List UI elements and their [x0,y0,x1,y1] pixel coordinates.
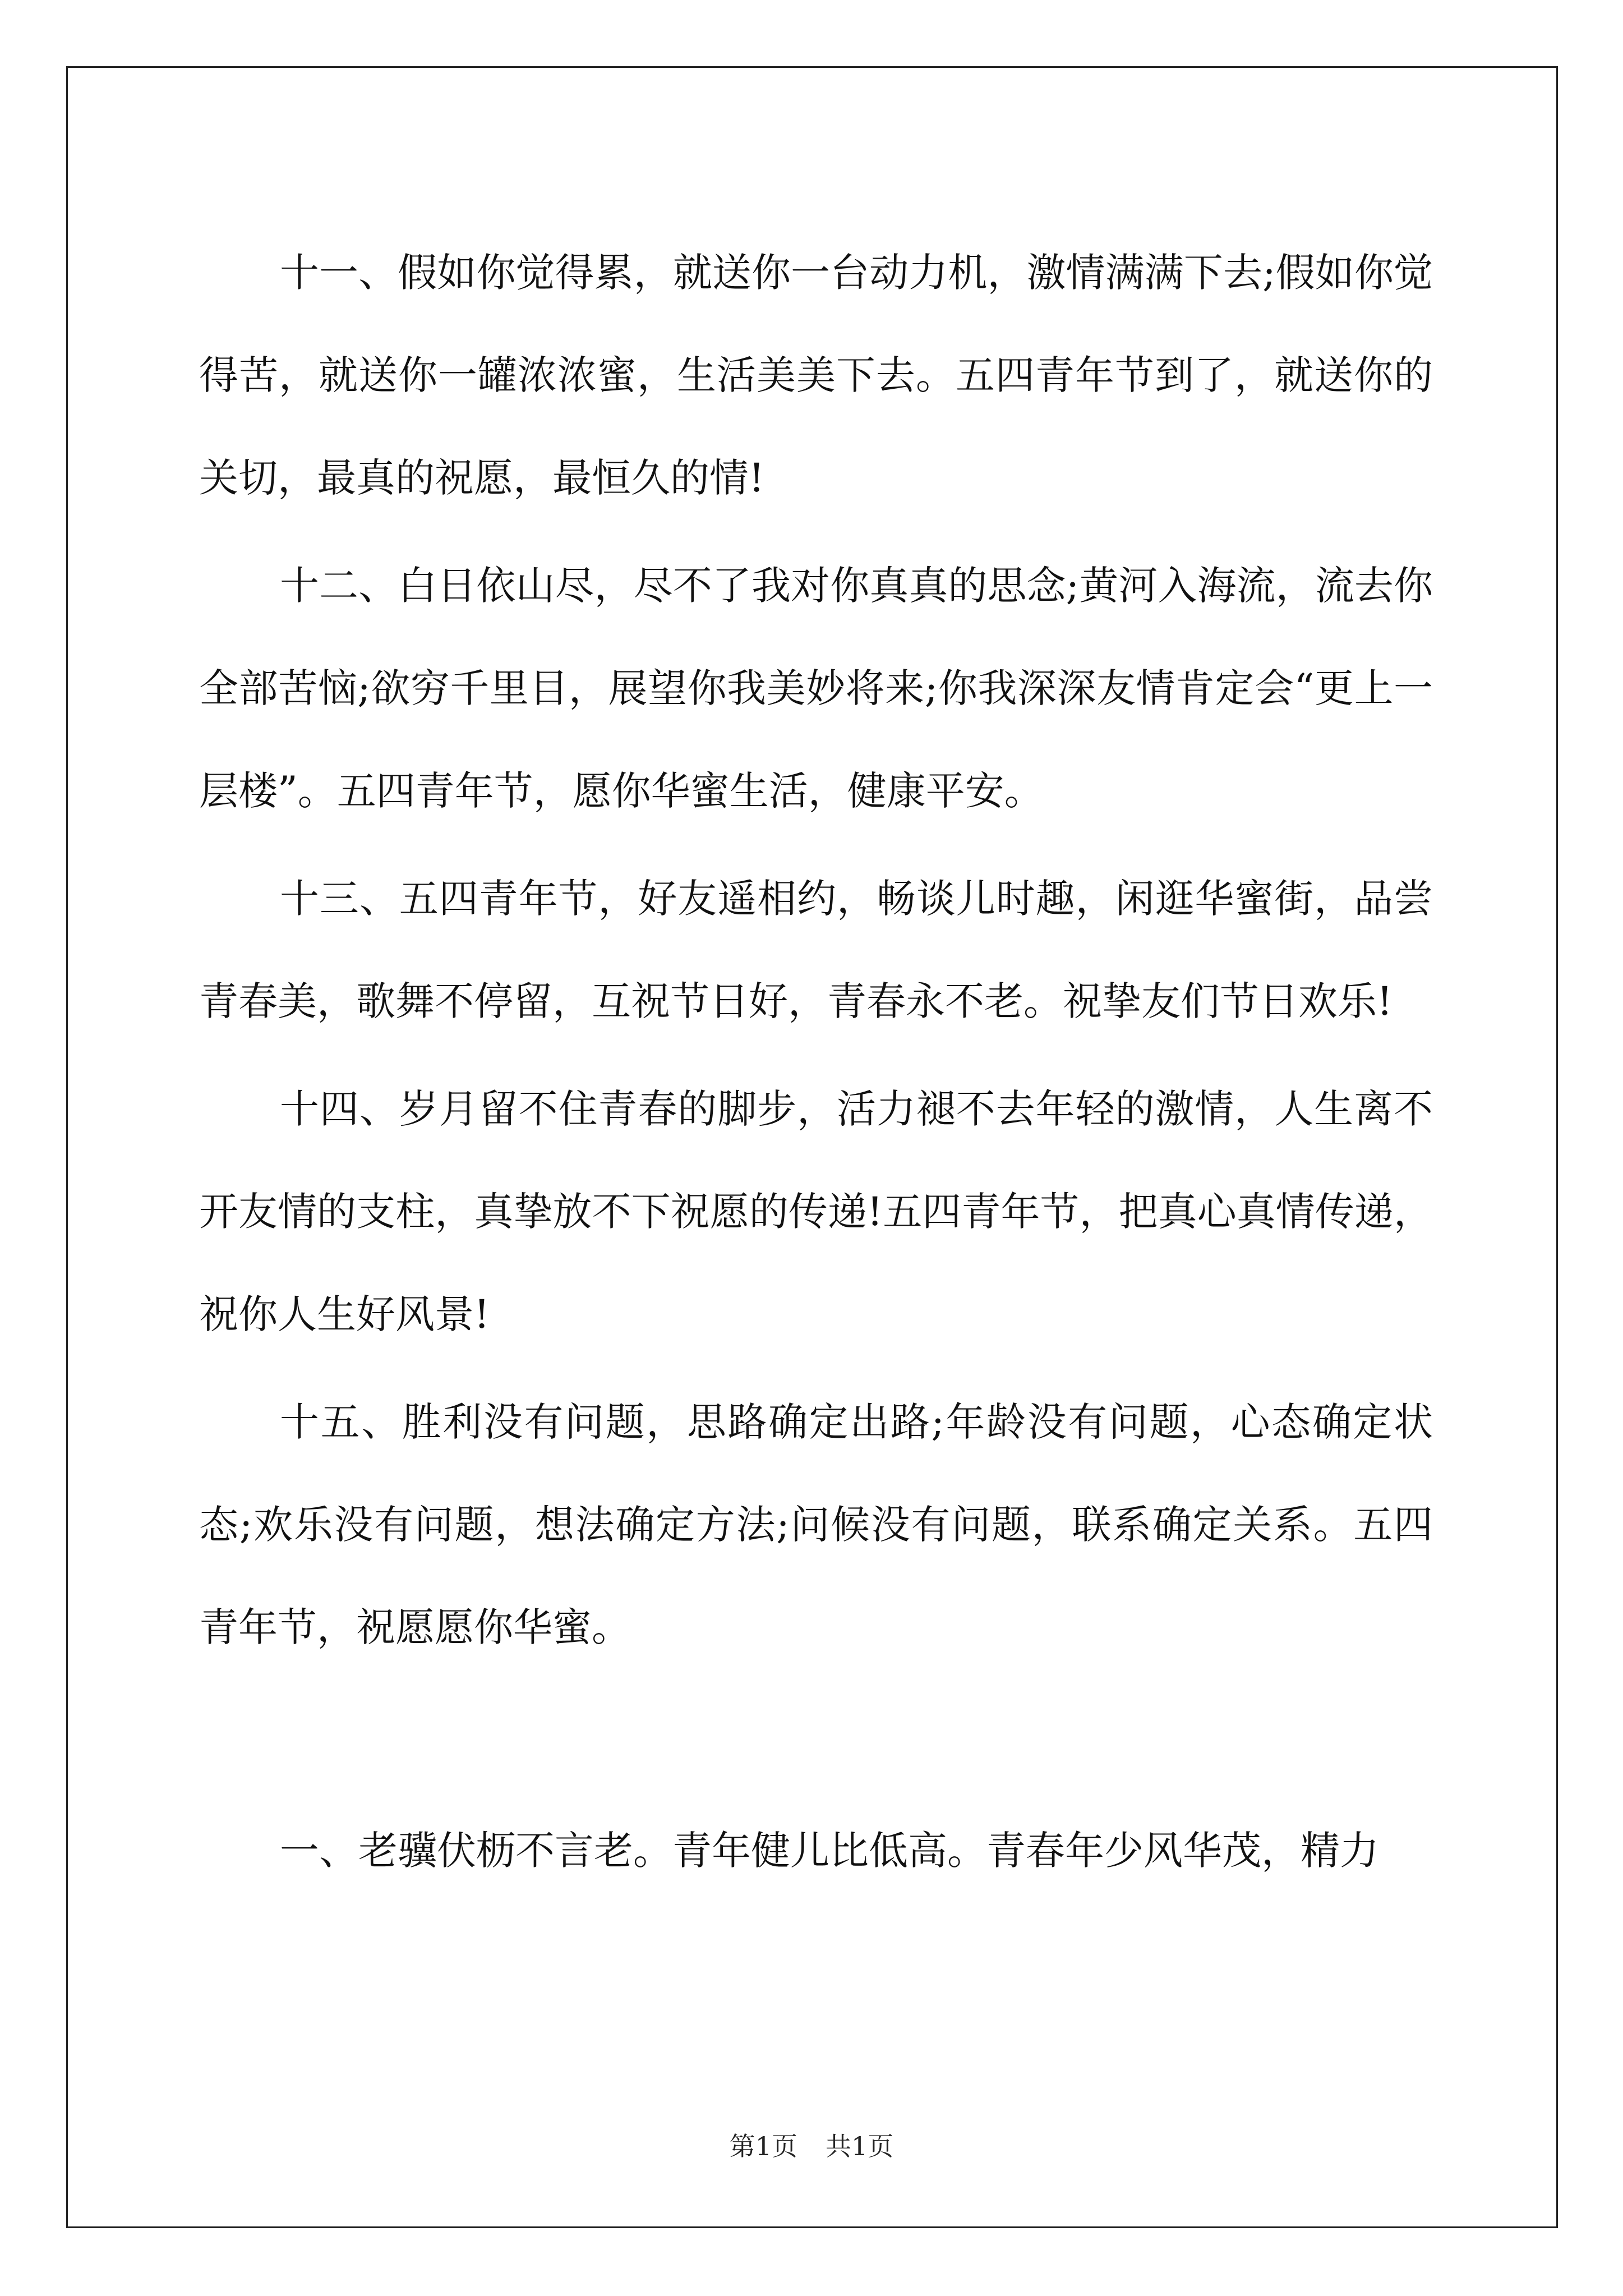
page-total: 共1页 [826,2131,894,2161]
document-body [199,222,1433,1902]
paragraph-14: 十四、岁月留不住青春的脚步，活力褪不去年轻的激情，人生离不开友情的支柱，真挚放不下祝愿的传递!五四青年节，把真心真情传递，祝你人生好风景! [199,1086,1433,1337]
page-footer [0,2126,1623,2163]
paragraph-15: 十五、胜利没有问题，思路确定出路;年龄没有问题，心态确定状态;欢乐没有问题，想法确定方法;问候没有问题，联系确定关系。五四青年节，祝愿愿你华蜜。 [199,1399,1433,1650]
paragraph-13: 十三、五四青年节，好友遥相约，畅谈儿时趣，闲逛华蜜街，品尝青春美，歌舞不停留，互祝节日好，青春永不老。祝挚友们节日欢乐! [199,876,1433,1024]
paragraph-11: 十一、假如你觉得累，就送你一台动力机，激情满满下去;假如你觉得苦，就送你一罐浓浓蜜，生活美美下去。五四青年节到了，就送你的关切，最真的祝愿，最恒久的情! [199,250,1433,501]
page-number: 第1页 [729,2131,797,2161]
paragraph-1: 一、老骥伏枥不言老。青年健儿比低高。青春年少风华茂，精力 [280,1828,1379,1874]
paragraph-12: 十二、白日依山尽，尽不了我对你真真的思念;黄河入海流，流去你全部苦恼;欲穷千里目，展望你我美妙将来;你我深深友情肯定会“更上一层楼”。五四青年节，愿你华蜜生活，健康平安。 [199,563,1433,814]
